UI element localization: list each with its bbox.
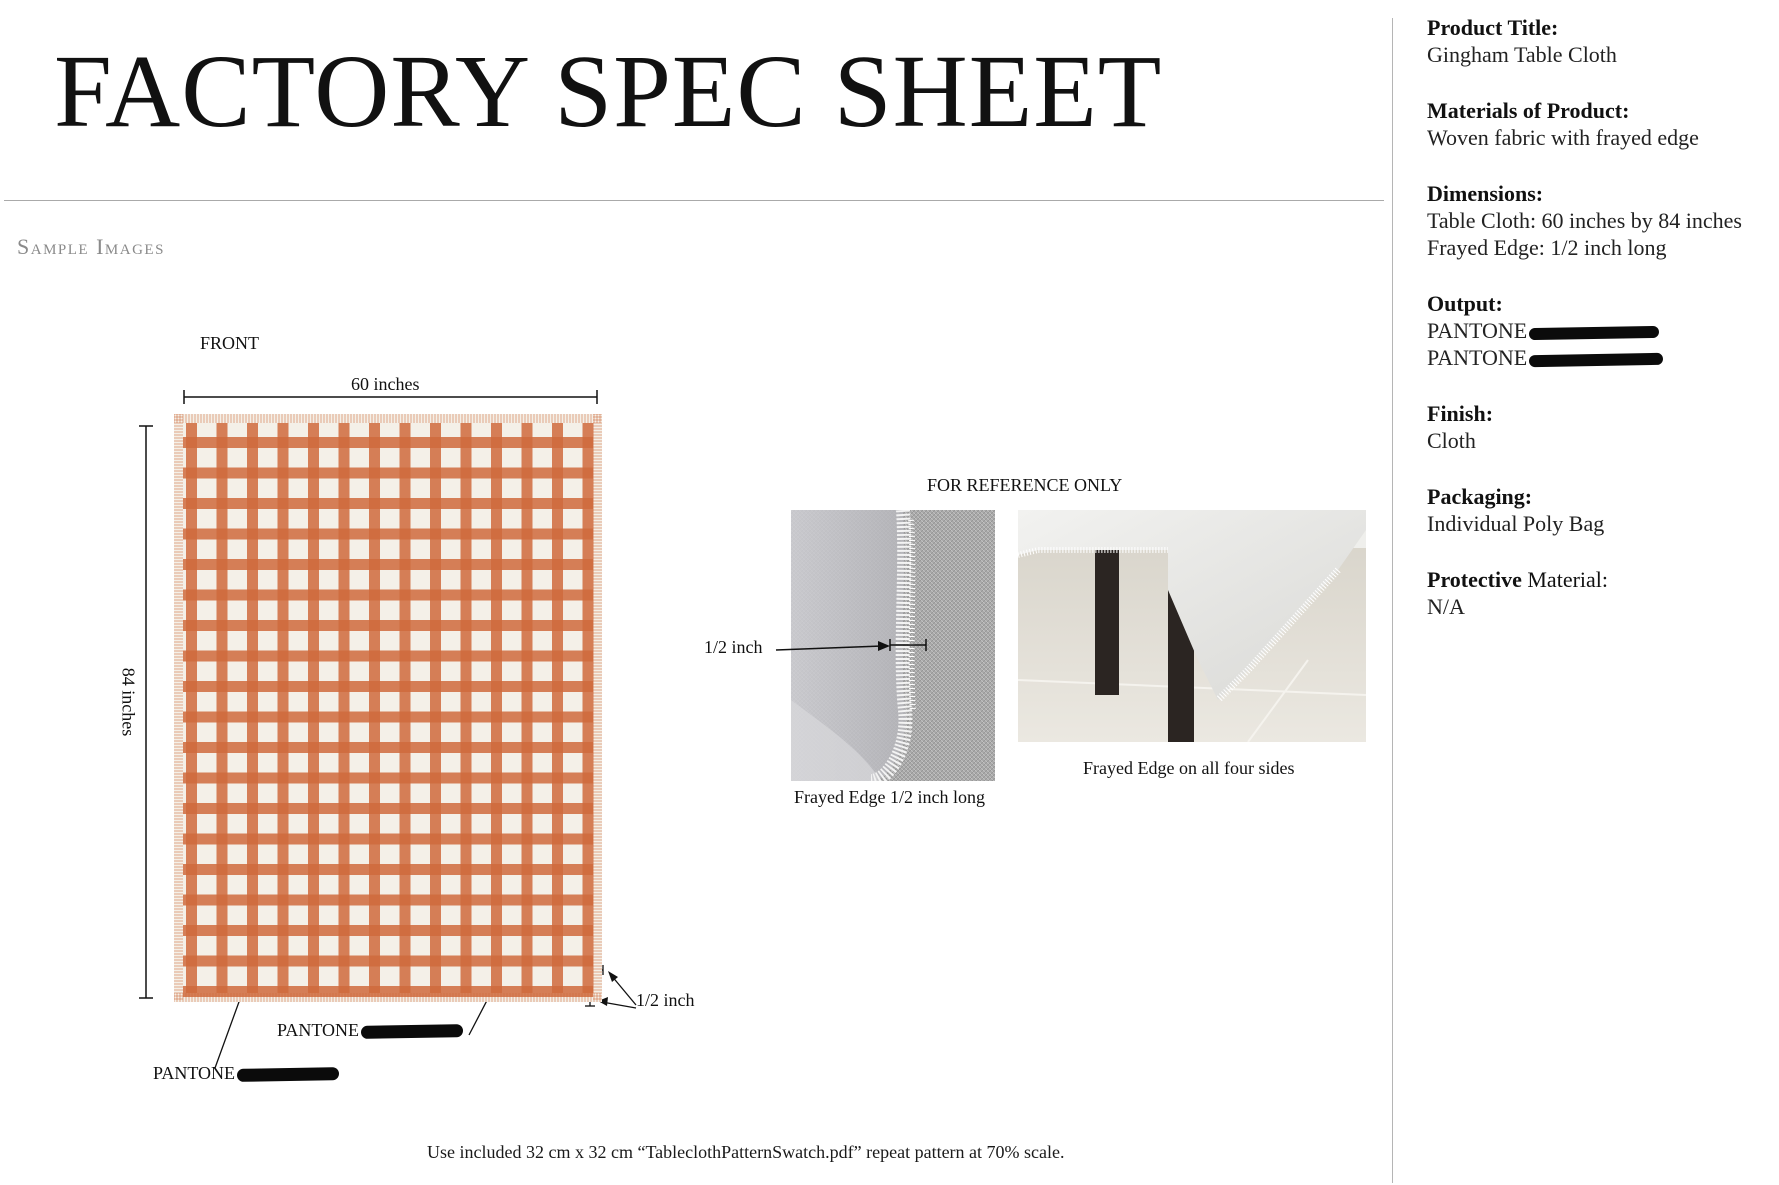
vertical-stripe bbox=[339, 423, 350, 993]
spec-value bbox=[1427, 317, 1772, 344]
spec-value: Frayed Edge: 1/2 inch long bbox=[1427, 235, 1667, 260]
spec-product-title bbox=[1427, 15, 1772, 68]
photo-caption: Frayed Edge 1/2 inch long bbox=[794, 787, 985, 807]
spec-value: Woven fabric with frayed edge bbox=[1427, 125, 1699, 150]
spec-value: N/A bbox=[1427, 594, 1465, 619]
spec-label bbox=[1427, 567, 1772, 593]
vertical-stripe bbox=[217, 423, 228, 993]
vertical-stripe bbox=[552, 423, 563, 993]
spec-label-rest: Material: bbox=[1521, 567, 1609, 592]
spec-materials bbox=[1427, 98, 1772, 151]
section-heading: Sample Images bbox=[17, 234, 165, 259]
vertical-stripe bbox=[522, 423, 533, 993]
spec-label-bold: Protective bbox=[1427, 567, 1522, 592]
spec-value: Table Cloth: 60 inches by 84 inches bbox=[1427, 208, 1742, 233]
spec-label: Output: bbox=[1427, 291, 1503, 316]
height-dimension-label: 84 inches bbox=[118, 667, 139, 737]
spec-output bbox=[1427, 291, 1772, 371]
spec-packaging bbox=[1427, 484, 1772, 537]
pantone-callout-1 bbox=[277, 1020, 463, 1041]
vertical-stripe bbox=[369, 423, 380, 993]
pantone-prefix: PANTONE bbox=[153, 1063, 236, 1083]
vertical-stripe bbox=[247, 423, 258, 993]
vertical-stripe bbox=[308, 423, 319, 993]
spec-value: Individual Poly Bag bbox=[1427, 511, 1605, 536]
vertical-stripe bbox=[278, 423, 289, 993]
spec-label: Dimensions: bbox=[1427, 181, 1544, 206]
front-label: FRONT bbox=[200, 333, 260, 353]
spec-value bbox=[1427, 344, 1772, 371]
vertical-stripe bbox=[491, 423, 502, 993]
sidebar-divider bbox=[1392, 18, 1393, 1183]
vertical-stripe bbox=[400, 423, 411, 993]
photo-caption: Frayed Edge on all four sides bbox=[1083, 758, 1295, 778]
tablecloth-on-table-photo bbox=[1018, 510, 1366, 742]
redaction-mark bbox=[1529, 326, 1659, 340]
spec-value: Cloth bbox=[1427, 428, 1476, 453]
footnote: Use included 32 cm x 32 cm “TableclothPatternSwatch.pdf” repeat pattern at 70% scale. bbox=[427, 1142, 1065, 1162]
reference-arrow bbox=[770, 640, 900, 660]
redaction-mark bbox=[1529, 353, 1663, 367]
spec-label: Materials of Product: bbox=[1427, 98, 1630, 123]
redaction-mark bbox=[237, 1067, 339, 1082]
spec-finish bbox=[1427, 401, 1772, 454]
pantone-prefix: PANTONE bbox=[277, 1020, 360, 1040]
vertical-stripe bbox=[461, 423, 472, 993]
reference-edge-label: 1/2 inch bbox=[704, 637, 763, 657]
spec-value: Gingham Table Cloth bbox=[1427, 42, 1617, 67]
page-title: FACTORY SPEC SHEET bbox=[54, 34, 1163, 149]
tablecloth-illustration bbox=[174, 414, 604, 1004]
pantone-prefix: PANTONE bbox=[1427, 345, 1528, 370]
pantone-prefix: PANTONE bbox=[1427, 318, 1528, 343]
spec-label: Product Title: bbox=[1427, 15, 1559, 40]
width-dimension-label: 60 inches bbox=[351, 374, 420, 394]
vertical-stripe bbox=[430, 423, 441, 993]
spec-protective-material bbox=[1427, 567, 1772, 620]
pantone-callout-2 bbox=[153, 1063, 339, 1084]
spec-label: Packaging: bbox=[1427, 484, 1533, 509]
reference-heading: FOR REFERENCE ONLY bbox=[927, 475, 1123, 495]
vertical-stripe bbox=[186, 423, 197, 993]
edge-dimension-label: 1/2 inch bbox=[636, 990, 695, 1010]
spec-label: Finish: bbox=[1427, 401, 1494, 426]
spec-dimensions bbox=[1427, 181, 1772, 261]
redaction-mark bbox=[361, 1024, 463, 1039]
vertical-stripe bbox=[583, 423, 594, 993]
